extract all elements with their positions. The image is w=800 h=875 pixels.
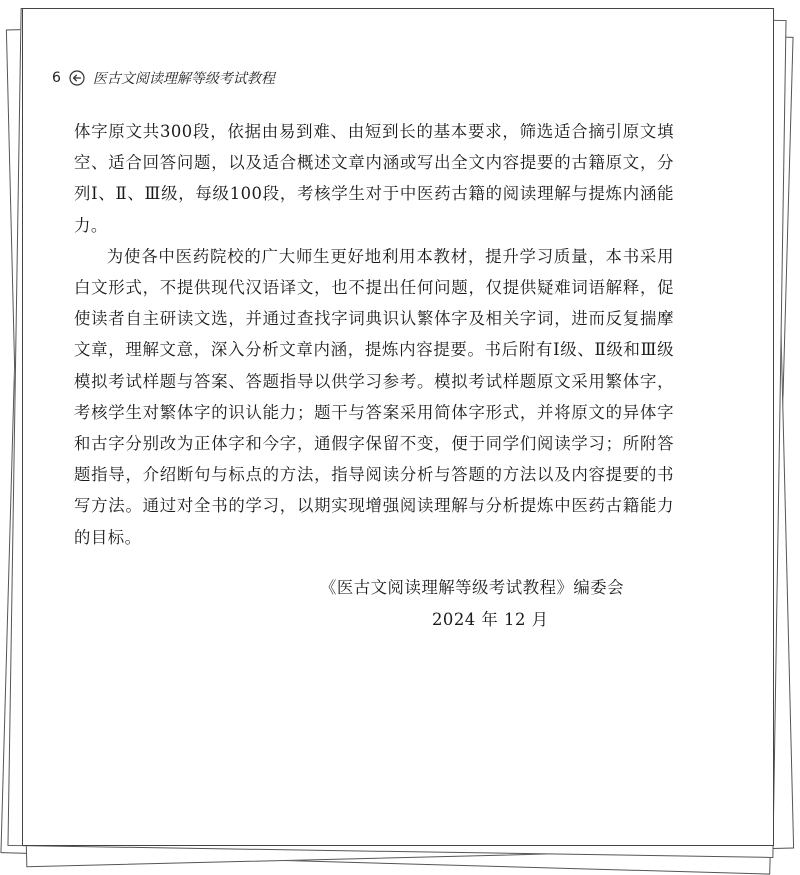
paragraph-continued: 体字原文共300段，依据由易到难、由短到长的基本要求，筛选适合摘引原文填空、适合回答问题，以及适合概述文章内涵或写出全文内容提要的古籍原文，分列Ⅰ、Ⅱ、Ⅲ级，每级100段，考核学生对于中医药古籍的阅读理解与提炼内涵能力。 xyxy=(74,122,674,235)
back-arrow-circle-icon xyxy=(69,70,85,86)
page-number: 6 xyxy=(52,70,61,86)
paragraph: 为使各中医药院校的广大师生更好地利用本教材，提升学习质量，本书采用白文形式，不提供现代汉语译文，也不提出任何问题，仅提供疑难词语解释，促使读者自主研读文选，并通过查找字词典识认繁体字及相关字词，进而反复揣摩文章，理解文意，深入分析文章内涵，提炼内容提要。书后附有Ⅰ级、Ⅱ级和Ⅲ级模拟考试样题与答案、答题指导以供学习参考。模拟考试样题原文采用繁体字，考核学生对繁体字的识认能力；题干与答案采用简体字形式，并将原文的异体字和古字分别改为正体字和今字，通假字保留不变，便于同学们阅读学习；所附答题指导，介绍断句与标点的方法，指导阅读分析与答题的方法以及内容提要的书写方法。通过对全书的学习，以期实现增强阅读理解与分析提炼中医药古籍能力的目标。 xyxy=(74,246,674,547)
signature-date: 2024 年 12 月 xyxy=(432,610,549,629)
running-header xyxy=(52,68,275,88)
book-title: 医古文阅读理解等级考试教程 xyxy=(92,71,275,87)
body-text xyxy=(74,116,674,553)
signature-organization: 《医古文阅读理解等级考试教程》编委会 xyxy=(320,578,625,597)
